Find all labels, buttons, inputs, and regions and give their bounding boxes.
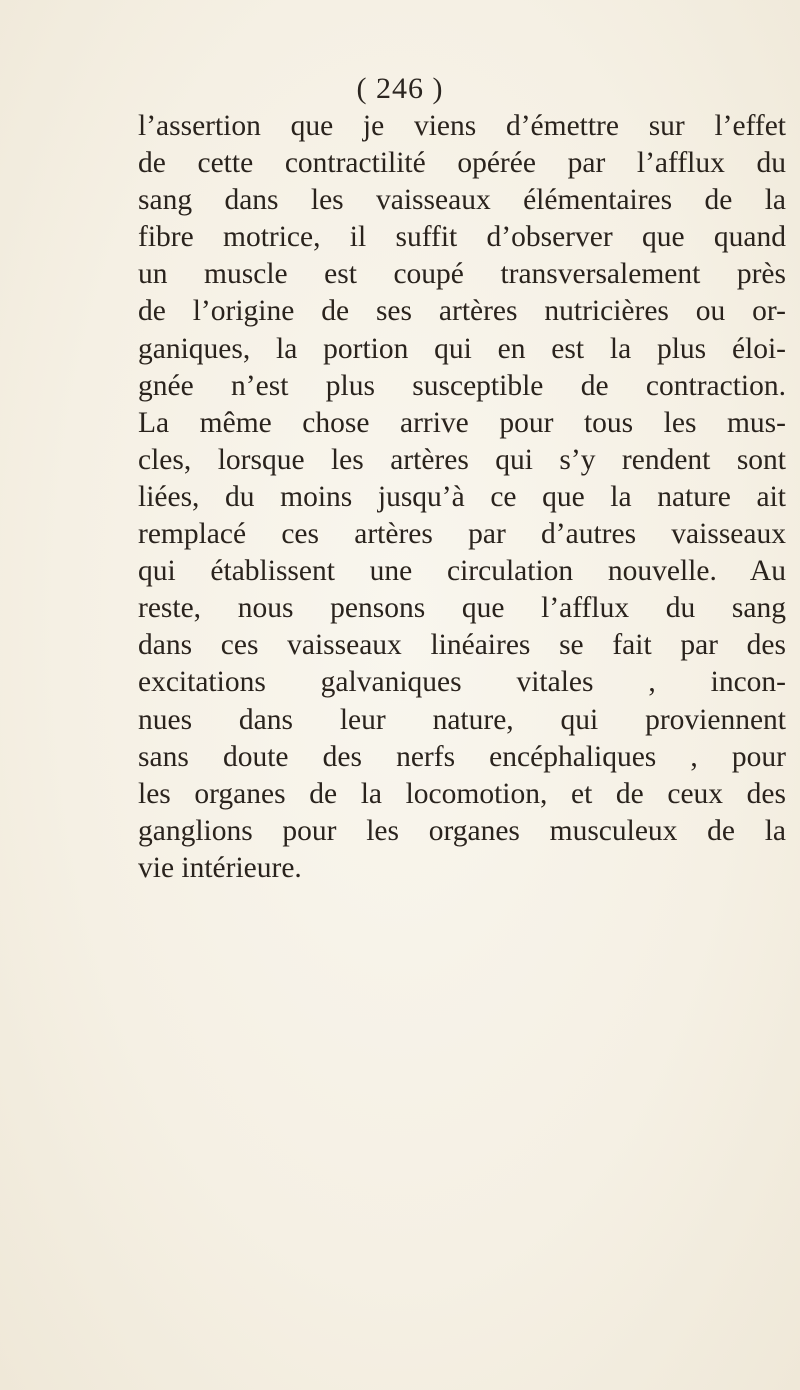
text-line: cles, lorsque les artères qui s’y rendent sont <box>138 443 786 476</box>
text-line: fibre motrice, il suffit d’observer que quand <box>138 221 786 254</box>
text-line: La même chose arrive pour tous les mus- <box>138 406 786 439</box>
text-line: sans doute des nerfs encéphaliques , pour <box>138 740 786 773</box>
text-line: ganglions pour les organes musculeux de la <box>138 814 786 847</box>
text-line: ganiques, la portion qui en est la plus éloi- <box>138 332 786 365</box>
text-line: liées, du moins jusqu’à ce que la nature ait <box>138 480 786 513</box>
text-line: sang dans les vaisseaux élémentaires de la <box>138 184 786 217</box>
text-line: gnée n’est plus susceptible de contraction. <box>138 369 786 402</box>
text-line-last: vie intérieure. <box>138 851 302 884</box>
text-line: reste, nous pensons que l’afflux du sang <box>138 592 786 625</box>
text-line: nues dans leur nature, qui proviennent <box>138 703 786 736</box>
body-text <box>138 108 786 887</box>
text-line: excitations galvaniques vitales , incon- <box>138 666 786 699</box>
text-line: de l’origine de ses artères nutricières ou or- <box>138 295 786 328</box>
text-line: remplacé ces artères par d’autres vaisseaux <box>138 518 786 551</box>
text-line: l’assertion que je viens d’émettre sur l’effet <box>138 110 786 142</box>
text-line: qui établissent une circulation nouvelle. Au <box>138 555 786 588</box>
text-line: les organes de la locomotion, et de ceux des <box>138 777 786 810</box>
page-number: ( 246 ) <box>356 72 444 105</box>
text-line: dans ces vaisseaux linéaires se fait par des <box>138 629 786 662</box>
text-line: un muscle est coupé transversalement près <box>138 258 786 291</box>
text-line: de cette contractilité opérée par l’afflux du <box>138 147 786 180</box>
